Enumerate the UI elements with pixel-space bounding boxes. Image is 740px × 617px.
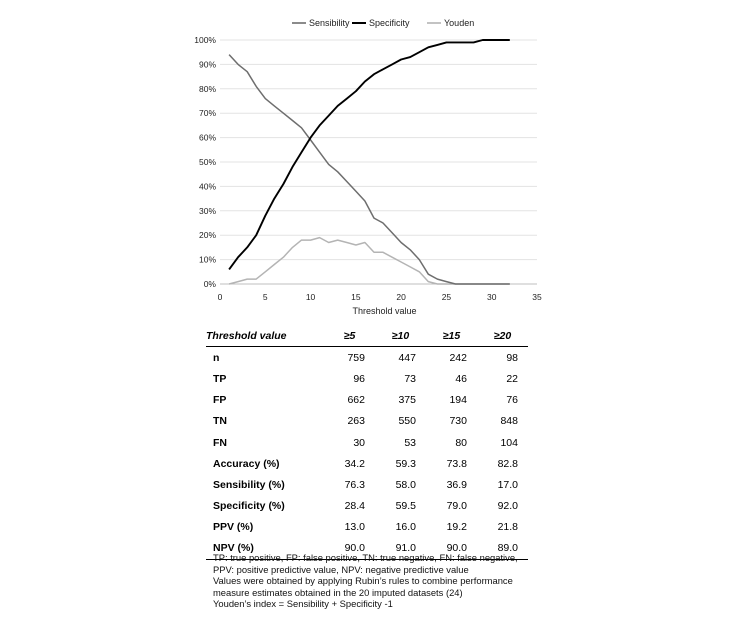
table-cell: 73 [404, 372, 416, 385]
table-row [206, 453, 528, 474]
row-label: n [213, 351, 220, 364]
table-cell: 82.8 [497, 457, 518, 470]
x-tick-label: 25 [441, 292, 452, 302]
table-row [206, 390, 528, 411]
table-cell: 16.0 [395, 521, 416, 534]
table-cell: 59.5 [395, 500, 416, 513]
row-label: NPV (%) [206, 538, 324, 560]
table-cell: 36.9 [446, 478, 467, 491]
table-row [206, 411, 528, 432]
footnotes [213, 552, 531, 610]
table-cell: 34.2 [344, 457, 365, 470]
legend-label-specificity: Specificity [369, 18, 410, 28]
y-tick-label: 100% [194, 35, 216, 45]
table-cell: 730 [449, 415, 467, 428]
x-tick-label: 20 [396, 292, 406, 302]
x-tick-label: 5 [262, 292, 268, 302]
table-cell: 76 [506, 394, 518, 407]
table-cell: 92.0 [497, 500, 518, 513]
table-cell: 76.3 [344, 478, 365, 491]
row-label: FP [213, 394, 227, 407]
table-cell: 96 [353, 372, 365, 385]
table-cell: 28.4 [344, 500, 365, 513]
x-tick-label: 35 [532, 292, 542, 302]
legend-label-sensibility: Sensibility [309, 18, 350, 28]
chart-legend [292, 18, 474, 28]
table-cell: 91.0 [375, 538, 426, 560]
chart-gridlines [220, 40, 537, 284]
table-cell: 53 [404, 436, 416, 449]
table-cell: 263 [347, 415, 365, 428]
table-cell: 662 [347, 394, 365, 407]
table-cell: 104 [500, 436, 518, 449]
table-cell: 79.0 [446, 500, 467, 513]
header-ge20: ≥20 [477, 325, 528, 347]
table-row [206, 368, 528, 389]
y-tick-label: 80% [198, 83, 216, 94]
y-tick-label: 70% [198, 108, 216, 119]
table-cell: 759 [347, 351, 365, 364]
row-label: Specificity (%) [213, 500, 285, 513]
table-cell: 17.0 [497, 478, 518, 491]
table-row [206, 474, 528, 495]
results-table [206, 325, 528, 560]
x-tick-label: 10 [305, 292, 316, 302]
header-ge15: ≥15 [426, 325, 477, 347]
y-tick-label: 40% [198, 181, 216, 192]
table-header-row [206, 325, 528, 347]
x-axis-title: Threshold value [352, 306, 417, 316]
table-row [206, 432, 528, 453]
y-axis-ticks [194, 35, 216, 289]
table-cell: 90.0 [426, 538, 477, 560]
table-cell: 22 [506, 372, 518, 385]
table-cell: 447 [398, 351, 416, 364]
table-cell: 13.0 [344, 521, 365, 534]
row-label: FN [213, 436, 227, 449]
y-tick-label: 50% [198, 157, 216, 167]
table-cell: 550 [398, 415, 416, 428]
y-tick-label: 0% [203, 279, 216, 289]
table-cell: 58.0 [395, 478, 416, 491]
footnote: PPV: positive predictive value, NPV: negative predictive value [213, 563, 469, 575]
table-cell: 80 [455, 436, 467, 449]
table-cell: 90.0 [324, 538, 375, 560]
y-tick-label: 10% [198, 254, 216, 265]
header-ge5: ≥5 [324, 325, 375, 347]
x-axis-ticks [218, 292, 542, 302]
table-cell: 98 [506, 351, 518, 364]
table-row [206, 517, 528, 538]
header-threshold-value: Threshold value [206, 325, 324, 347]
table-cell: 73.8 [446, 457, 467, 470]
series-line-youden [229, 238, 510, 284]
threshold-line-chart [180, 14, 560, 319]
footnote: Values were obtained by applying Rubin’s rules to combine performance measure estimates obtained in the 20 imputed datasets (24) [213, 575, 513, 598]
table-cell: 89.0 [477, 538, 528, 560]
row-label: TN [213, 415, 227, 428]
table-cell: 21.8 [497, 521, 518, 534]
row-label: TP [213, 372, 227, 385]
footnote: TP: true positive, FP: false positive, TN: true negative, FN: false negative, [213, 552, 518, 563]
y-tick-label: 20% [198, 230, 216, 241]
row-label: Accuracy (%) [213, 457, 280, 470]
table-cell: 242 [449, 351, 467, 364]
table-cell: 46 [455, 372, 467, 385]
table-cell: 19.2 [446, 521, 467, 534]
table-cell: 30 [353, 436, 365, 449]
footnote: Youden’s index = Sensibility + Specificity -1 [213, 598, 393, 610]
table-cell: 59.3 [395, 457, 416, 470]
y-tick-label: 60% [198, 132, 216, 143]
x-tick-label: 0 [217, 292, 223, 302]
y-tick-label: 30% [198, 205, 216, 216]
x-tick-label: 15 [351, 292, 361, 302]
table-row [206, 347, 528, 369]
table-cell: 375 [398, 394, 416, 407]
table-cell: 848 [500, 415, 518, 428]
table-body [206, 347, 528, 560]
legend-label-youden: Youden [444, 18, 475, 28]
row-label: Sensibility (%) [213, 478, 285, 491]
table-cell: 194 [449, 394, 467, 407]
y-tick-label: 90% [198, 59, 216, 70]
row-label: PPV (%) [213, 521, 254, 534]
x-tick-label: 30 [486, 292, 497, 302]
header-ge10: ≥10 [375, 325, 426, 347]
table-row [206, 496, 528, 517]
